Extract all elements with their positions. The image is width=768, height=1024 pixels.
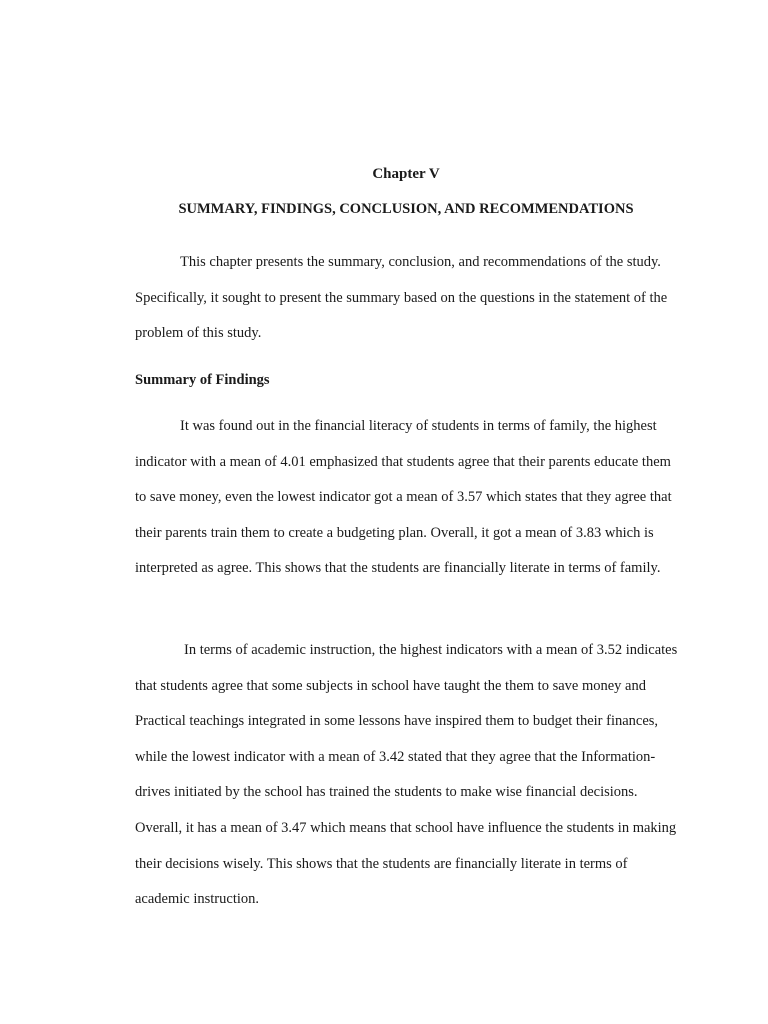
section-heading: Summary of Findings <box>135 372 270 388</box>
chapter-title: SUMMARY, FINDINGS, CONCLUSION, AND RECOMMENDATIONS <box>178 201 634 217</box>
intro-paragraph: This chapter presents the summary, conclusion, and recommendations of the study. Specifically, it sought to present the summary based on the questions in the statement of the problem of this study. <box>135 254 668 342</box>
findings-paragraph-family: It was found out in the financial literacy of students in terms of family, the highest indicator with a mean of 4.01 emphasized that students agree that their parents educate them to save money, even the lowest indicator got a mean of 3.57 which states that they agree that their parents train them to create a budgeting plan. Overall, it got a mean of 3.83 which is interpreted as agree. This shows that the students are financially literate in terms of family. <box>135 418 672 577</box>
findings-paragraph-academic: In terms of academic instruction, the highest indicators with a mean of 3.52 indicates that students agree that some subjects in school have taught the them to save money and Practical teachings integrated in some lessons have inspired them to budget their finances, while the lowest indicator with a mean of 3.42 stated that they agree that the Information-drives initiated by the school has trained the students to make wise financial decisions. Overall, it has a mean of 3.47 which means that school have influence the students in making their decisions wisely. This shows that the students are financially literate in terms of academic instruction. <box>135 642 678 908</box>
chapter-label: Chapter V <box>372 166 440 182</box>
